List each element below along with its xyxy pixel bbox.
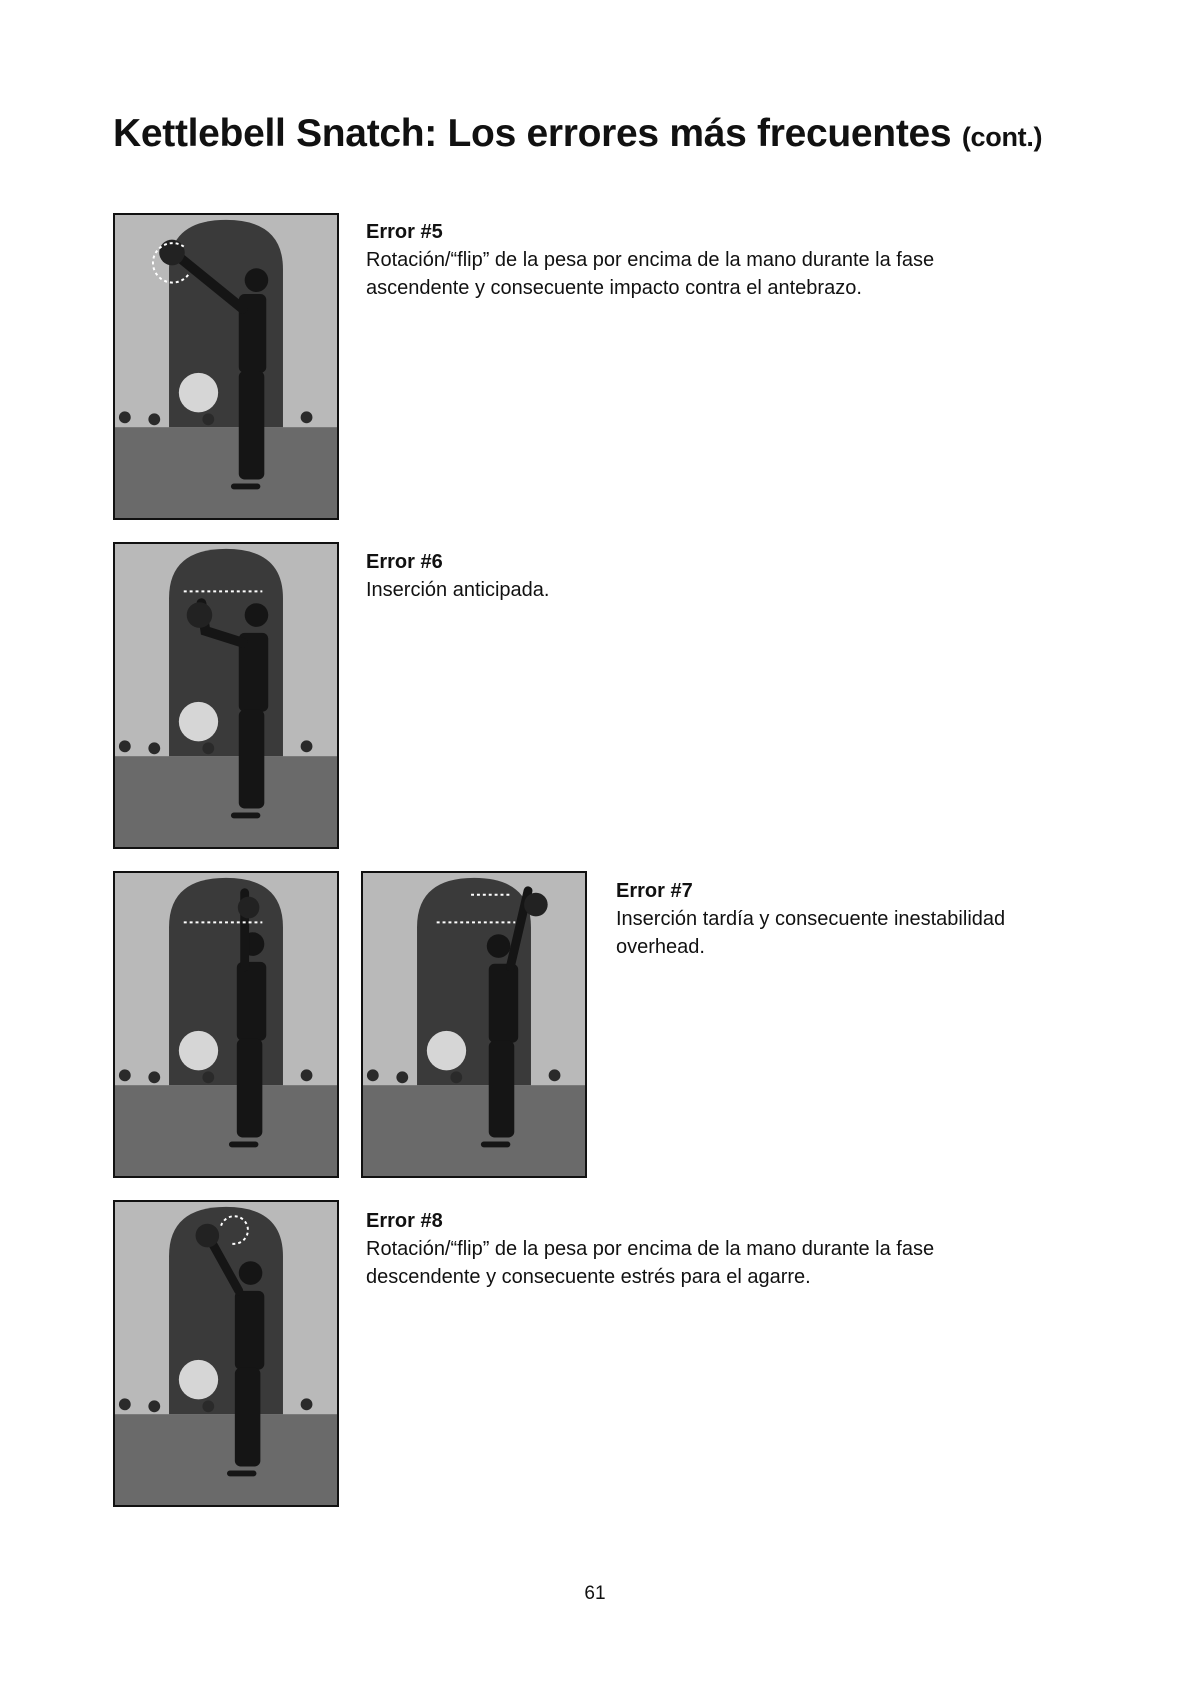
page-title-suffix: (cont.) [961,122,1043,152]
error-6-text [366,548,986,604]
error-8-photo [113,1200,339,1507]
error-8-heading: Error #8 [366,1210,443,1232]
error-5-photo [113,213,339,520]
error-7-heading: Error #7 [616,880,693,902]
error-7-description: Inserción tardía y consecuente inestabilidad overhead. [616,908,1006,958]
error-8-description: Rotación/“flip” de la pesa por encima de la mano durante la fase descendente y consecuente estrés para el agarre. [366,1238,935,1288]
error-5-description: Rotación/“flip” de la pesa por encima de la mano durante la fase ascendente y consecuente impacto contra el antebrazo. [366,249,935,299]
error-5-heading: Error #5 [366,221,443,243]
error-7-photo-right [361,871,587,1178]
page-title-main: Kettlebell Snatch: Los errores más frecuentes [113,112,952,155]
error-6-photo [113,542,339,849]
error-6-description: Inserción anticipada. [366,579,550,601]
error-7-text [616,877,1036,961]
page-number: 61 [584,1583,606,1604]
page-title [113,112,1042,156]
error-5-text [366,218,986,302]
error-6-heading: Error #6 [366,551,443,573]
error-7-photo-left [113,871,339,1178]
error-8-text [366,1207,986,1291]
